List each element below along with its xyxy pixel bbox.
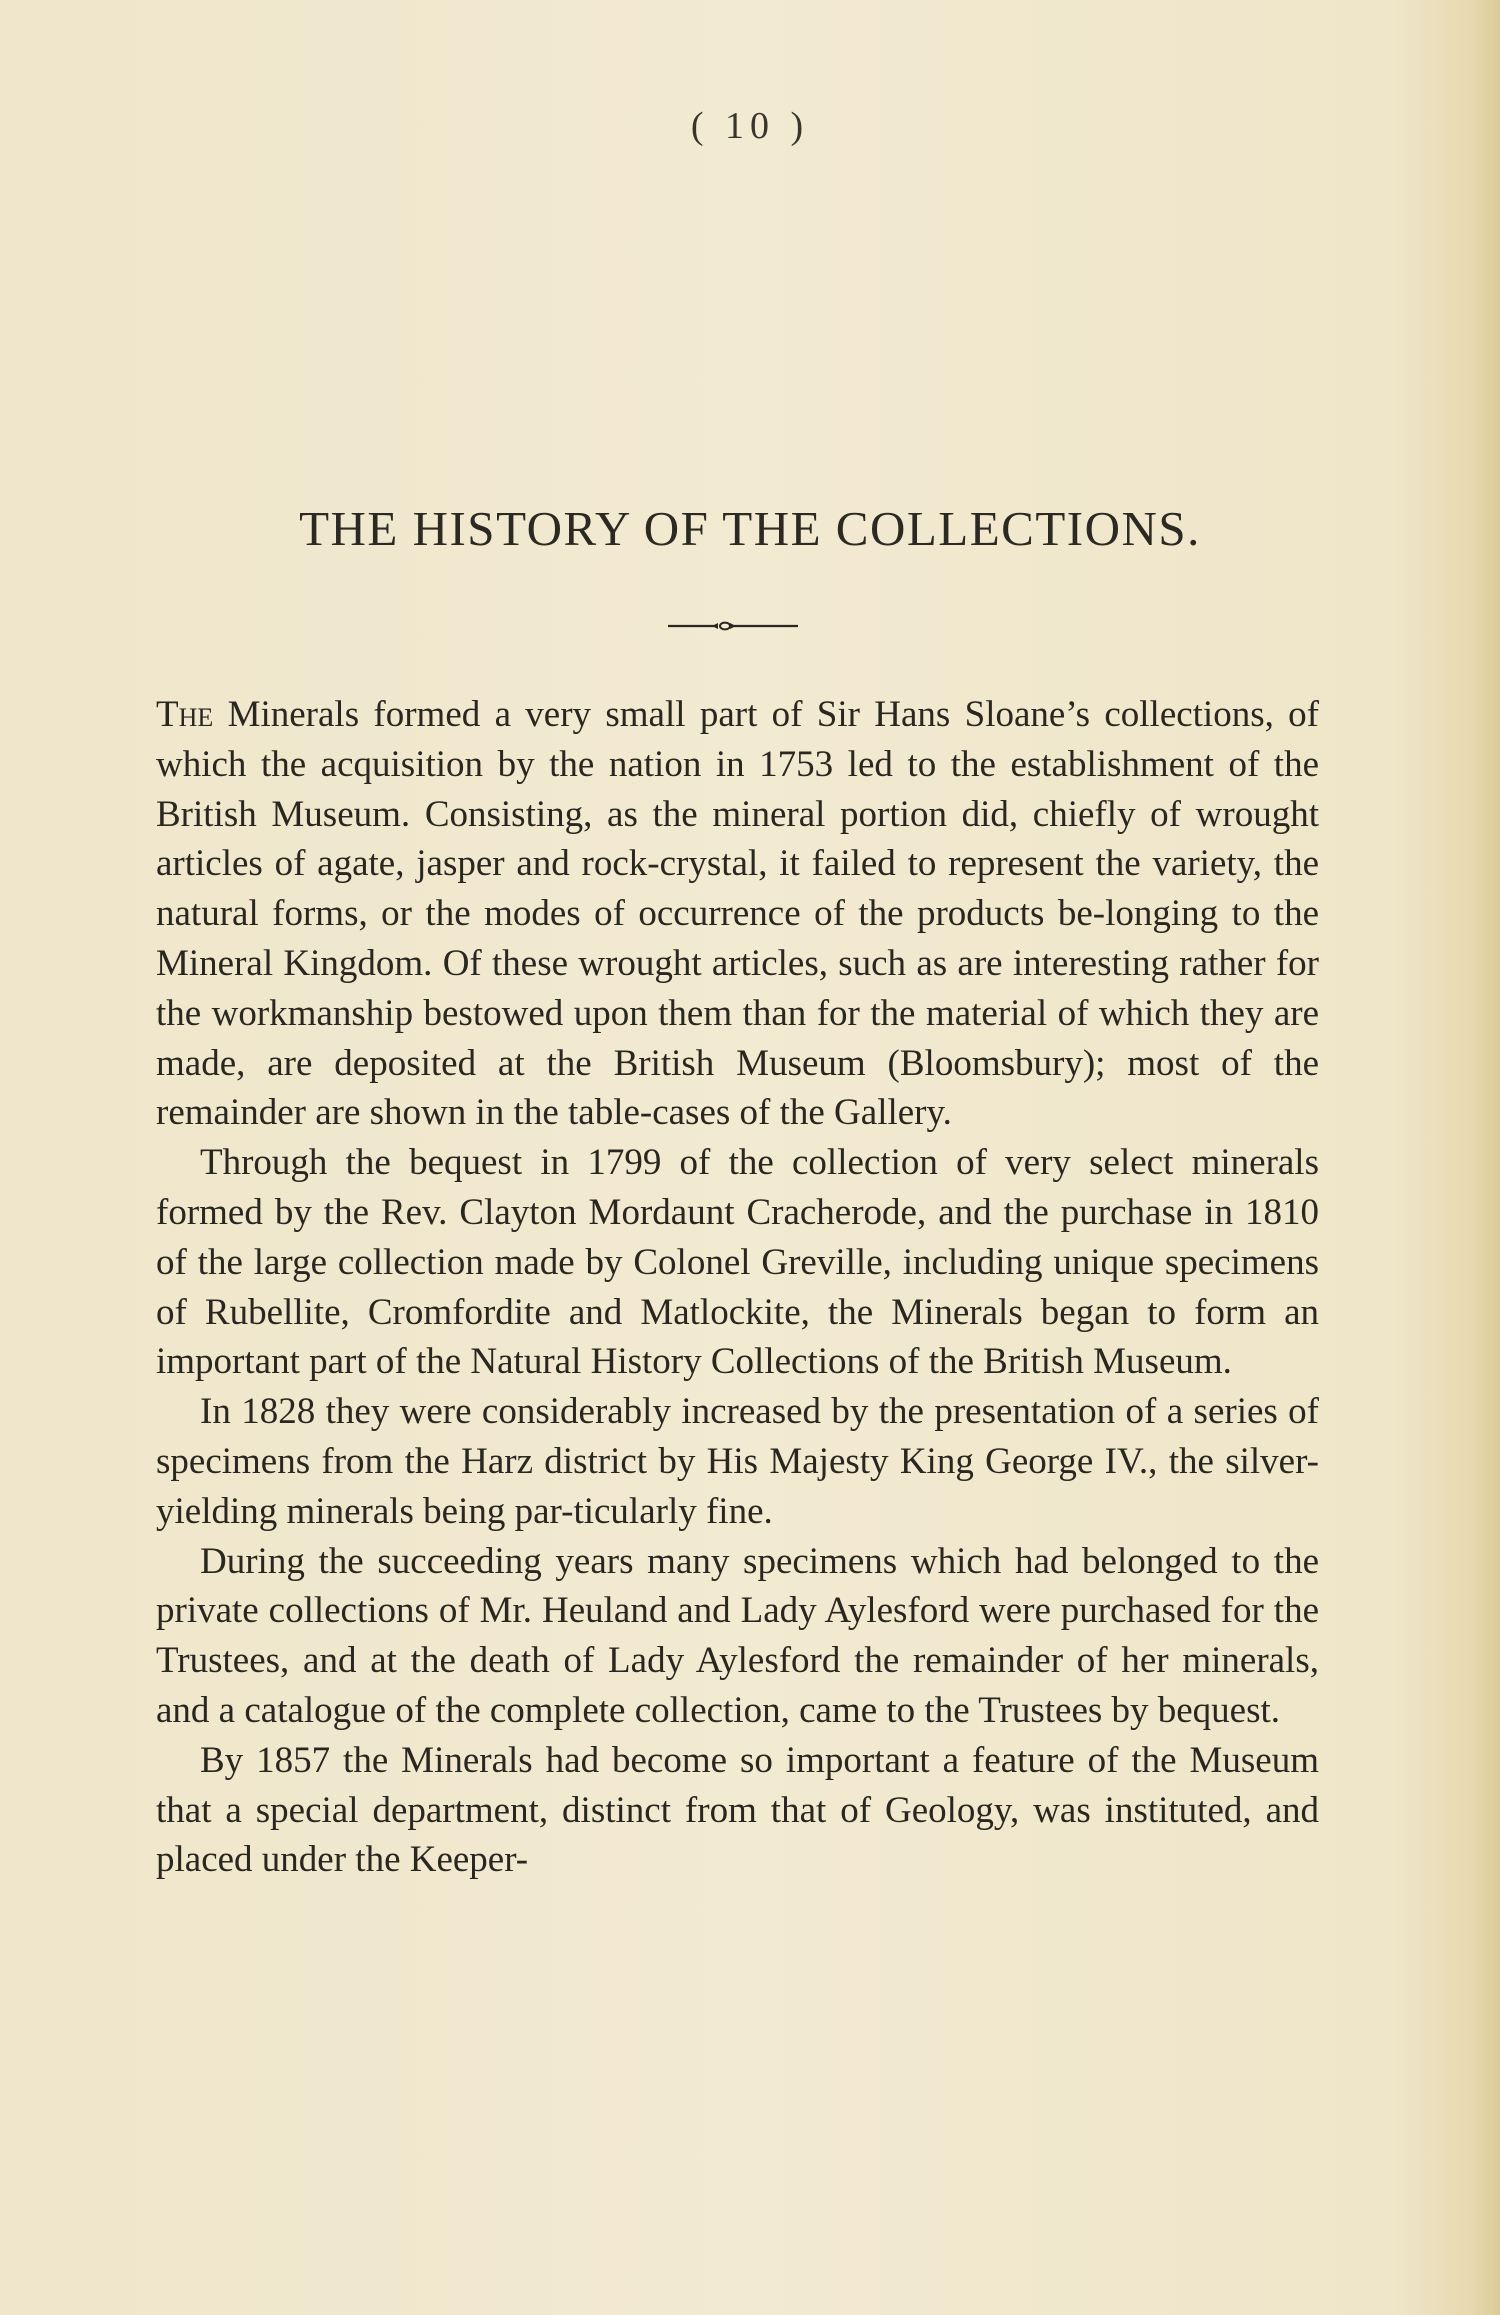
divider-ornament <box>668 620 798 632</box>
paragraph: By 1857 the Minerals had become so important a feature of the Museum that a special department, distinct from that of Geology, was instituted, and placed under the Keeper- <box>156 1739 1319 1881</box>
body-text <box>156 690 1319 1885</box>
paragraph-lead-word: The <box>156 694 214 735</box>
section-title: THE HISTORY OF THE COLLECTIONS. <box>299 501 1201 556</box>
paragraph: In 1828 they were considerably increased by the presentation of a series of specimens from the Harz district by His Majesty King George IV., the silver-yielding minerals being par-ticularly fine. <box>156 1391 1319 1532</box>
paragraph <box>156 690 1319 1138</box>
paragraph: Through the bequest in 1799 of the collection of very select minerals formed by the Rev. Clayton Mordaunt Cracherode, and the purchase in 1810 of the large collection made by Colonel Greville, including unique specimens of Rubellite, Cromfordite and Matlockite, the Minerals began to form an important part of the Natural History Collections of the British Museum. <box>156 1142 1319 1383</box>
paragraph-text: Minerals formed a very small part of Sir Hans Sloane’s collections, of which the acquisition by the nation in 1753 led to the establishment of the British Museum. Consisting, as the mineral portion did, chiefly of wrought articles of agate, jasper and rock-crystal, it failed to represent the variety, the natural forms, or the modes of occurrence of the products be-longing to the Mineral Kingdom. Of these wrought articles, such as are interesting rather for the workmanship bestowed upon them than for the material of which they are made, are deposited at the British Museum (Bloomsbury); most of the remainder are shown in the table-cases of the Gallery. <box>156 694 1319 1134</box>
page-number: ( 10 ) <box>690 105 810 147</box>
paragraph: During the succeeding years many specimens which had belonged to the private collections of Mr. Heuland and Lady Aylesford were purchased for the Trustees, and at the death of Lady Aylesford the remainder of her minerals, and a catalogue of the complete collection, came to the Trustees by bequest. <box>156 1540 1319 1731</box>
